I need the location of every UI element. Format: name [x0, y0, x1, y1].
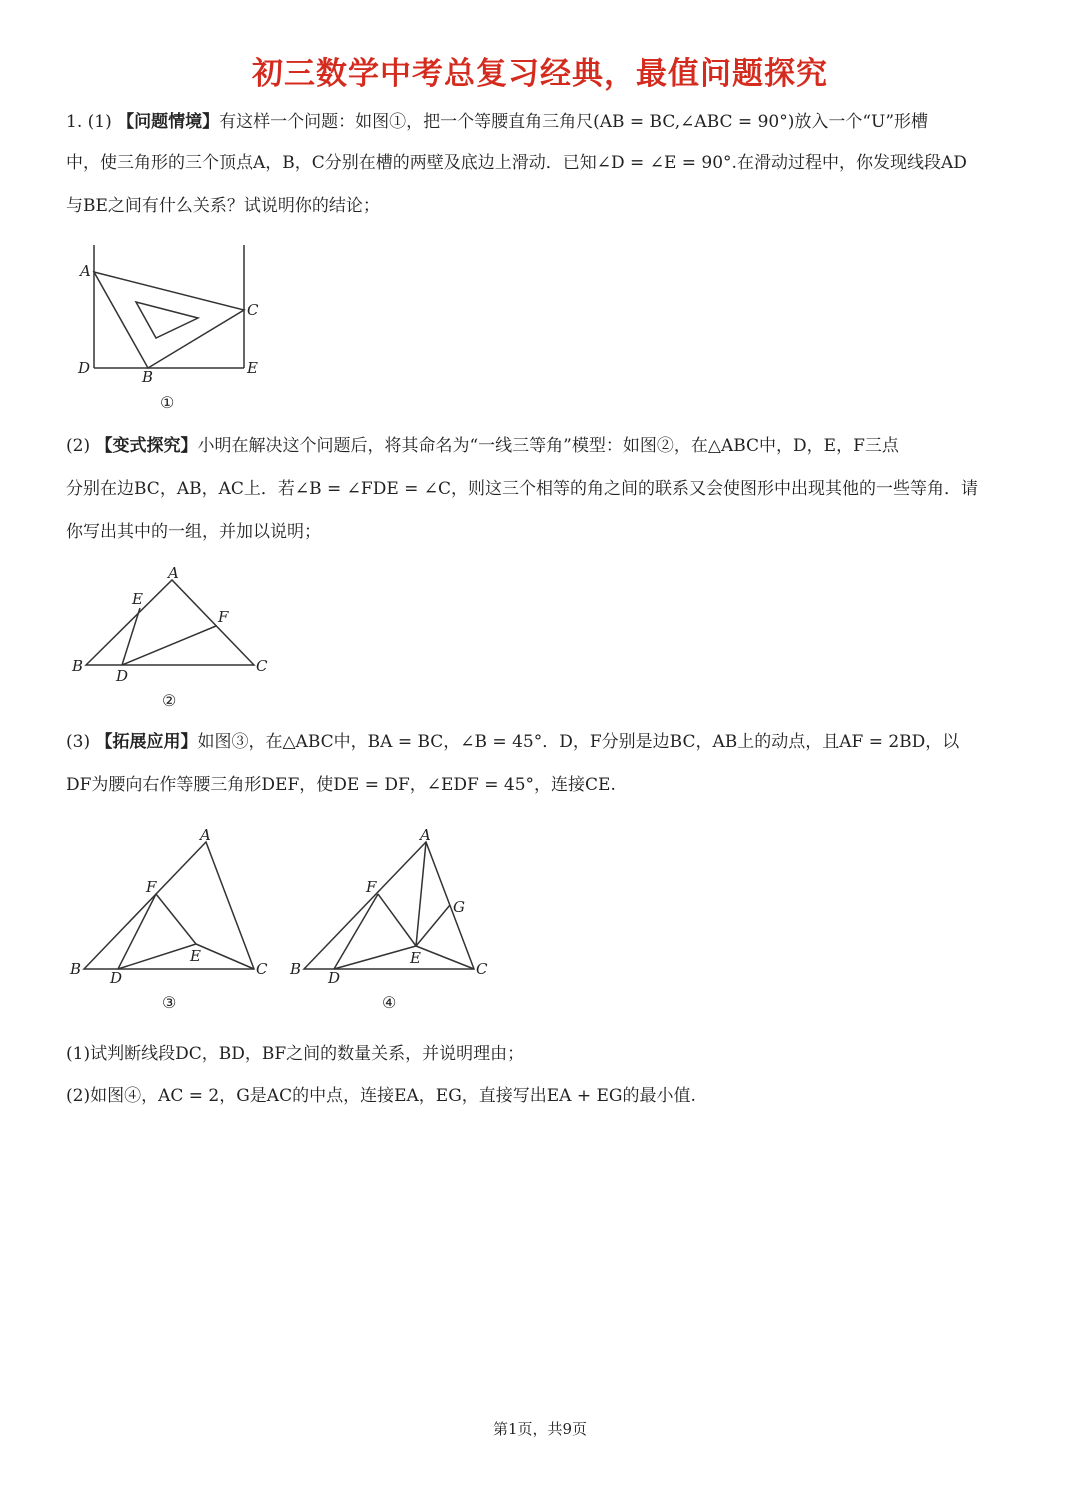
q3-tag: 【拓展应用】 — [95, 732, 198, 752]
q1-line-2: 中，使三角形的三个顶点A，B，C分别在槽的两壁及底边上滑动．已知∠D = ∠E = 90°.在滑动过程中，你发现线段AD — [66, 153, 967, 173]
fig2-label-D: D — [116, 667, 129, 685]
q2-line-1 — [66, 436, 1026, 456]
q1-text-1: 有这样一个问题：如图①，把一个等腰直角三角尺(AB = BC,∠ABC = 90°)放入一个“U”形槽 — [219, 112, 929, 132]
fig2-label-A: A — [168, 564, 179, 582]
sub-question-2: (2)如图④，AC = 2，G是AC的中点，连接EA，EG，直接写出EA + EG的最小值. — [66, 1086, 696, 1106]
q3-text-1: 如图③，在△ABC中，BA = BC，∠B = 45°．D，F分别是边BC，AB上的动点，且AF = 2BD，以 — [197, 732, 960, 752]
fig4-triangle-ABC — [304, 842, 474, 969]
q1-line-3: 与BE之间有什么关系？试说明你的结论； — [66, 196, 380, 216]
q1-line-1 — [66, 112, 1026, 132]
fig2-label-E: E — [132, 590, 143, 608]
page-title: 初三数学中考总复习经典，最值问题探究 — [252, 56, 828, 92]
fig3-label-A: A — [200, 826, 211, 844]
fig1-outer-triangle — [94, 272, 244, 368]
fig3-label-E: E — [190, 947, 201, 965]
fig4-label-D: D — [328, 969, 341, 987]
sub-question-1: (1)试判断线段DC，BD，BF之间的数量关系，并说明理由； — [66, 1044, 525, 1064]
q2-line-3: 你写出其中的一组，并加以说明； — [66, 522, 321, 542]
fig3-label-C: C — [256, 960, 268, 978]
fig3-caption: ③ — [162, 993, 177, 1012]
fig3-label-D: D — [110, 969, 123, 987]
q1-prefix: 1. (1) — [66, 112, 118, 132]
fig4-label-A: A — [420, 826, 431, 844]
fig1-label-C: C — [247, 301, 259, 319]
fig1-label-E: E — [247, 359, 258, 377]
fig3-triangle-ABC — [84, 842, 254, 969]
fig3-segment-FE — [156, 894, 196, 944]
q1-tag: 【问题情境】 — [117, 112, 220, 132]
q2-tag: 【变式探究】 — [95, 436, 198, 456]
fig4-label-F: F — [366, 878, 377, 896]
fig4-label-E: E — [410, 949, 421, 967]
q3-prefix: (3) — [66, 732, 96, 752]
q2-prefix: (2) — [66, 436, 96, 456]
fig2-label-F: F — [218, 608, 229, 626]
fig1-label-D: D — [78, 359, 91, 377]
q2-text-1: 小明在解决这个问题后，将其命名为“一线三等角”模型：如图②，在△ABC中，D，E，F三点 — [197, 436, 899, 456]
fig2-segment-DF — [122, 626, 216, 665]
fig4-segment-EC — [416, 946, 474, 969]
figure-2 — [70, 560, 280, 710]
fig4-segment-EG — [416, 905, 450, 946]
q3-line-1 — [66, 732, 1026, 752]
fig4-segment-FE — [378, 894, 416, 946]
figure-4 — [286, 824, 501, 1014]
fig2-segment-DE — [122, 608, 140, 665]
fig1-label-A: A — [80, 262, 91, 280]
fig3-segment-DE — [118, 944, 196, 969]
page-footer: 第1页，共9页 — [492, 1420, 588, 1438]
figure-1 — [70, 240, 270, 415]
fig2-label-C: C — [256, 657, 268, 675]
fig2-caption: ② — [162, 691, 177, 710]
fig2-label-B: B — [72, 657, 84, 675]
q2-line-2: 分别在边BC，AB，AC上．若∠B = ∠FDE = ∠C，则这三个相等的角之间的联系又会使图形中出现其他的一些等角．请 — [66, 479, 979, 499]
fig3-segment-DF — [118, 894, 156, 969]
fig2-triangle-ABC — [86, 580, 254, 665]
fig3-label-F: F — [146, 878, 157, 896]
fig3-label-B: B — [70, 960, 82, 978]
fig1-label-B: B — [142, 368, 154, 386]
fig4-label-B: B — [290, 960, 302, 978]
q3-line-2: DF为腰向右作等腰三角形DEF，使DE = DF，∠EDF = 45°，连接CE. — [66, 775, 616, 795]
fig4-caption: ④ — [382, 993, 397, 1012]
fig4-segment-EA — [416, 842, 426, 946]
fig1-inner-triangle — [136, 302, 198, 338]
fig4-label-G: G — [453, 898, 465, 916]
fig1-caption: ① — [160, 393, 175, 412]
figure-3 — [66, 824, 276, 1014]
fig4-label-C: C — [476, 960, 488, 978]
